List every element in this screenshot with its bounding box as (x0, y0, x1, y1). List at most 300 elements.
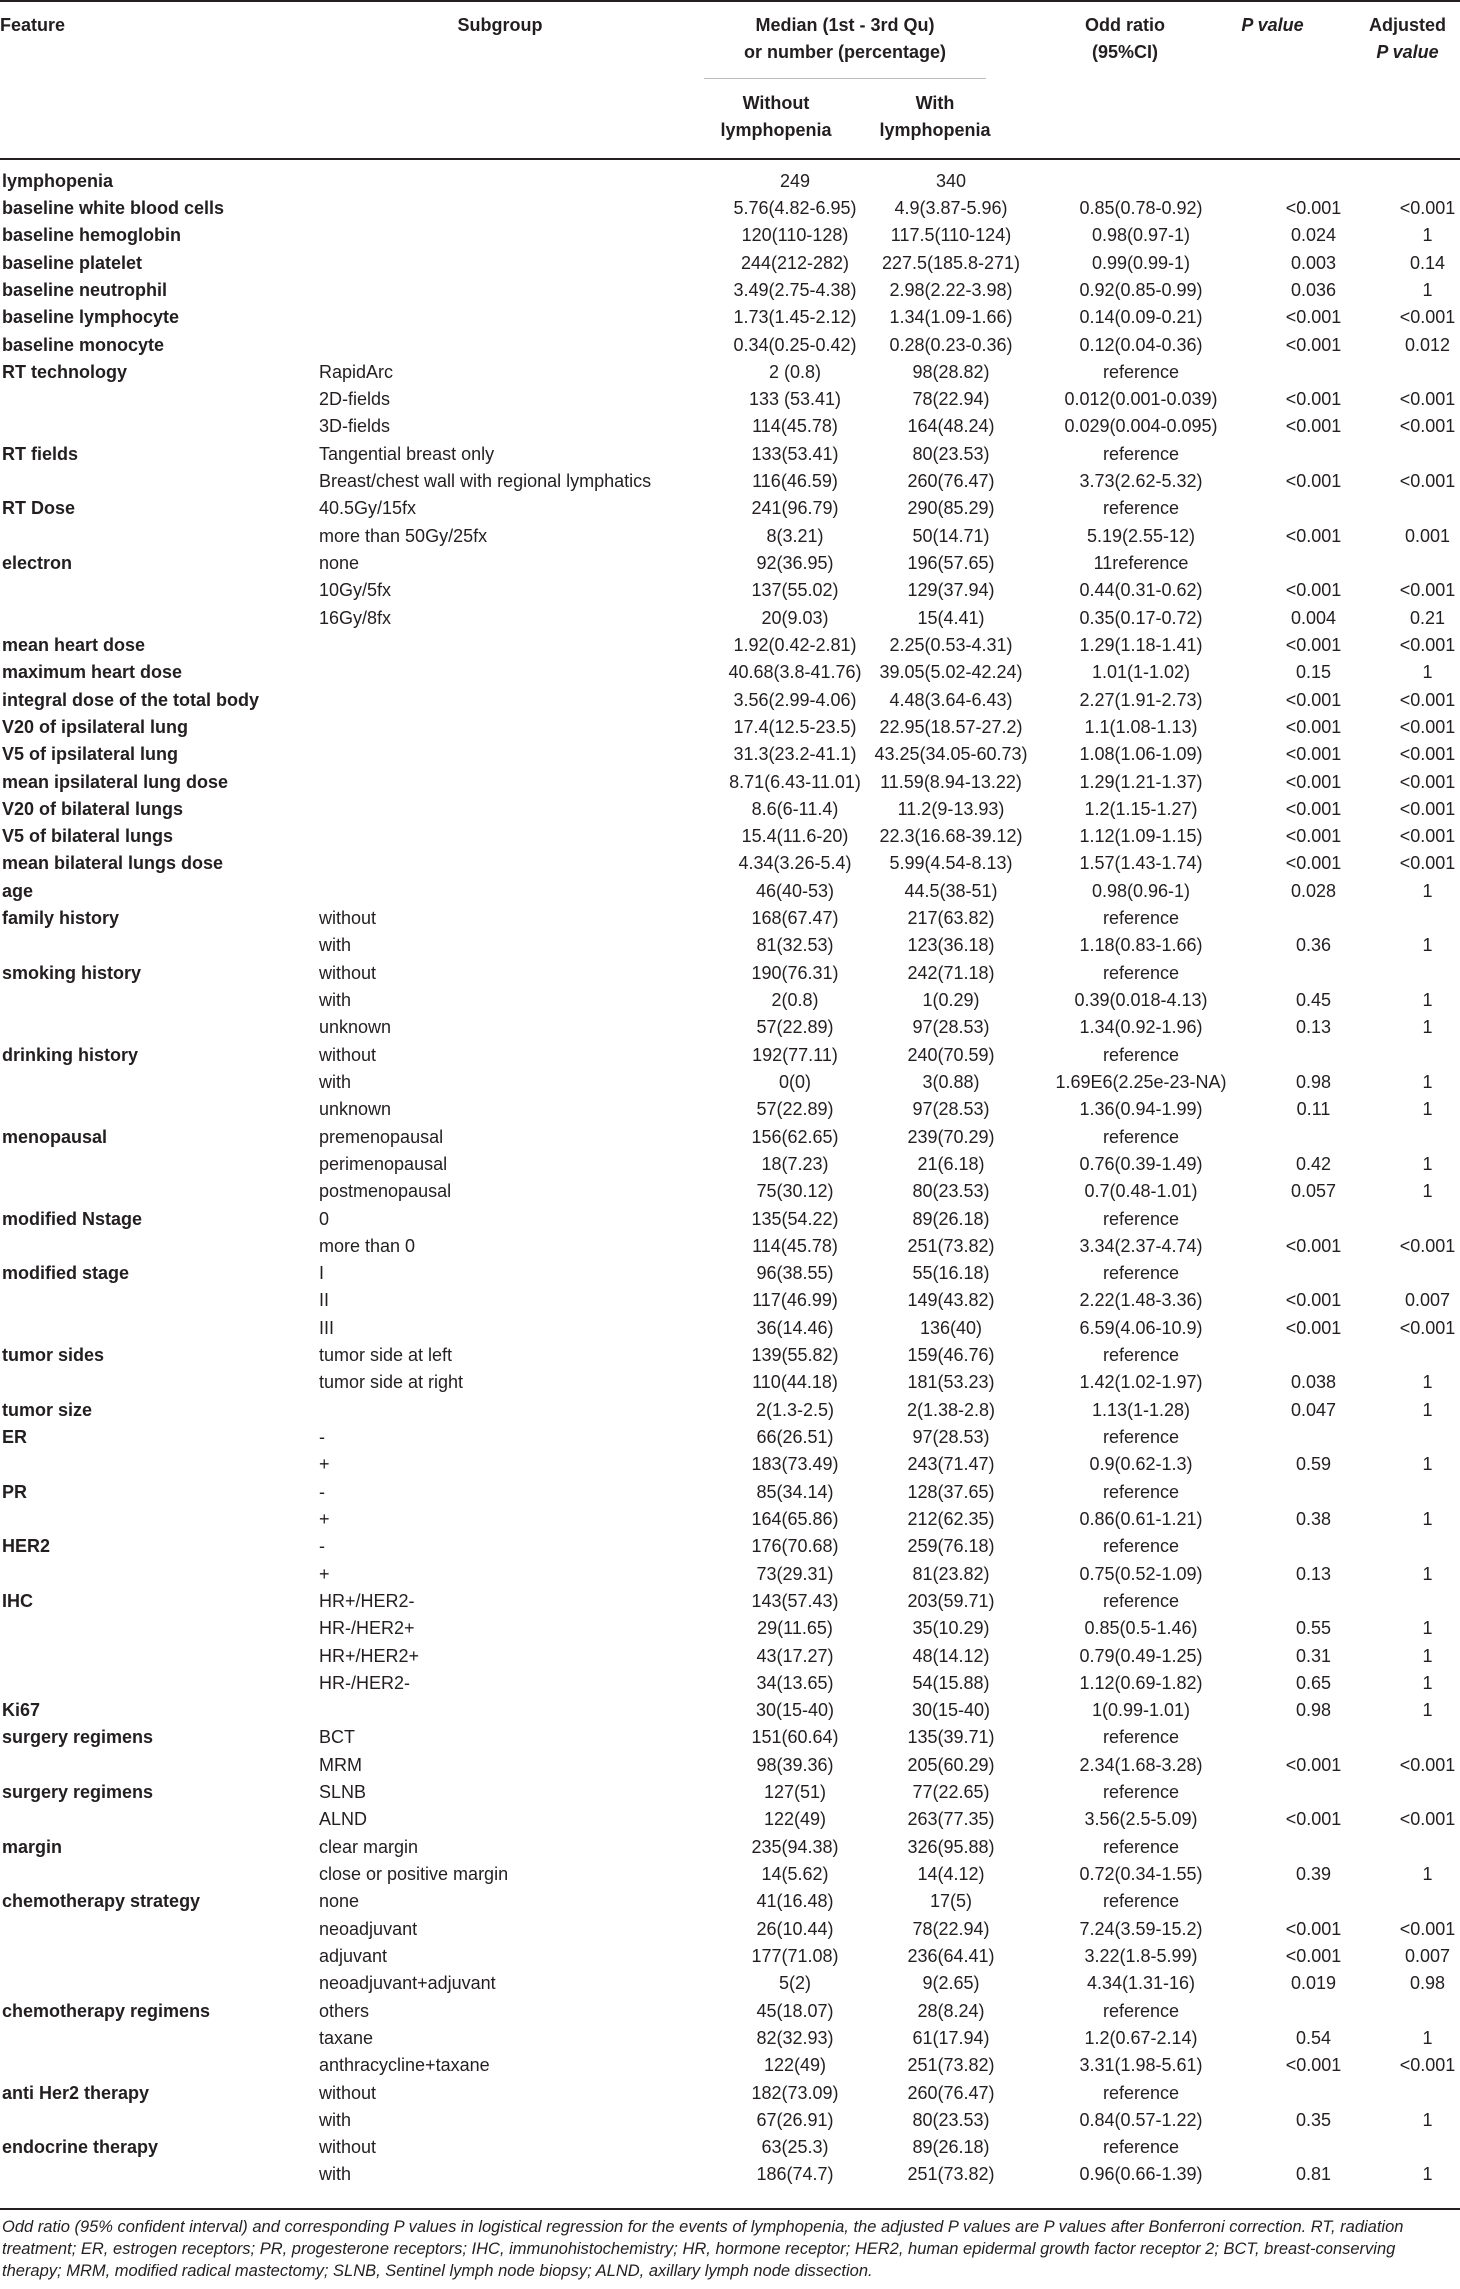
cell-adjusted-p-value: <0.001 (1399, 771, 1456, 792)
cell-p-value (1251, 495, 1376, 522)
table-row (0, 1123, 1460, 1150)
table-row (0, 331, 1460, 358)
cell-subgroup: with (319, 2109, 352, 2130)
cell-without-lymphopenia: 190(76.31) (751, 962, 839, 983)
cell-odd-ratio: reference (1102, 1263, 1180, 1284)
cell-without-lymphopenia: 96(38.55) (756, 1263, 834, 1284)
cell-odd-ratio: 1.2(0.67-2.14) (1084, 2027, 1198, 2048)
cell-subgroup: taxane (319, 2027, 374, 2048)
cell-without-lymphopenia: 15.4(11.6-20) (741, 826, 849, 847)
cell-subgroup: + (319, 1454, 330, 1475)
cell-without-lymphopenia: 0.34(0.25-0.42) (733, 334, 857, 355)
table-row (0, 1560, 1460, 1587)
cell-odd-ratio: reference (1102, 2082, 1180, 2103)
cell-subgroup: HR+/HER2- (319, 1590, 415, 1611)
cell-subgroup: postmenopausal (319, 1181, 452, 1202)
cell-adjusted-p-value: 1 (1422, 2109, 1433, 2130)
cell-p-value: 0.65 (1295, 1672, 1332, 1693)
cell-feature: lymphopenia (2, 170, 114, 191)
cell-subgroup (302, 1697, 719, 1724)
cell-with-lymphopenia: 236(64.41) (907, 1945, 995, 1966)
cell-feature (0, 467, 302, 494)
cell-subgroup: others (319, 2000, 370, 2021)
cell-with-lymphopenia: 39.05(5.02-42.24) (879, 662, 1023, 683)
cell-p-value (1251, 1778, 1376, 1805)
cell-odd-ratio: 6.59(4.06-10.9) (1079, 1317, 1203, 1338)
cell-without-lymphopenia: 45(18.07) (756, 2000, 834, 2021)
table-row (0, 659, 1460, 686)
cell-subgroup: HR+/HER2+ (319, 1645, 420, 1666)
cell-odd-ratio: 1.12(0.69-1.82) (1079, 1672, 1203, 1693)
cell-p-value (1251, 1341, 1376, 1368)
cell-odd-ratio: 2.27(1.91-2.73) (1079, 689, 1203, 710)
cell-odd-ratio: 3.73(2.62-5.32) (1079, 471, 1203, 492)
cell-with-lymphopenia: 55(16.18) (912, 1263, 990, 1284)
header-with-lymphopenia: With lymphopenia (879, 93, 991, 140)
cell-odd-ratio: 1.08(1.06-1.09) (1079, 744, 1203, 765)
cell-subgroup: MRM (319, 1754, 362, 1775)
table-row (0, 1505, 1460, 1532)
cell-feature (0, 1942, 302, 1969)
table-row (0, 304, 1460, 331)
cell-feature: mean ipsilateral lung dose (2, 771, 229, 792)
cell-with-lymphopenia: 43.25(34.05-60.73) (874, 744, 1028, 765)
cell-with-lymphopenia: 97(28.53) (912, 1427, 990, 1448)
cell-feature (0, 1806, 302, 1833)
header-median: Median (1st - 3rd Qu) or number (percentage) (743, 15, 947, 62)
cell-feature: surgery regimens (2, 1782, 154, 1803)
cell-feature (0, 1505, 302, 1532)
cell-subgroup: perimenopausal (319, 1153, 448, 1174)
cell-subgroup: - (319, 1427, 325, 1448)
cell-subgroup: adjuvant (319, 1945, 388, 1966)
cell-without-lymphopenia: 110(44.18) (752, 1372, 838, 1393)
cell-with-lymphopenia: 28(8.24) (917, 2000, 985, 2021)
cell-p-value: <0.001 (1285, 1290, 1342, 1311)
cell-subgroup (302, 850, 719, 877)
cell-odd-ratio: 0.12(0.04-0.36) (1079, 334, 1203, 355)
cell-feature (0, 1232, 302, 1259)
cell-without-lymphopenia: 26(10.44) (756, 1918, 834, 1939)
cell-with-lymphopenia: 44.5(38-51) (904, 880, 998, 901)
cell-subgroup: premenopausal (319, 1126, 444, 1147)
table-row (0, 249, 1460, 276)
cell-with-lymphopenia: 15(4.41) (917, 607, 985, 628)
cell-odd-ratio: reference (1102, 498, 1180, 519)
cell-with-lymphopenia: 80(23.53) (912, 2109, 990, 2130)
cell-with-lymphopenia: 251(73.82) (907, 2164, 995, 2185)
cell-with-lymphopenia: 2.98(2.22-3.98) (889, 279, 1013, 300)
cell-odd-ratio: reference (1102, 2000, 1180, 2021)
cell-without-lymphopenia: 30(15-40) (755, 1700, 835, 1721)
cell-p-value: 0.11 (1296, 1099, 1331, 1120)
cell-feature: age (2, 880, 34, 901)
cell-feature: surgery regimens (2, 1727, 154, 1748)
cell-p-value: 0.13 (1295, 1563, 1332, 1584)
cell-adjusted-p-value: <0.001 (1399, 580, 1456, 601)
cell-p-value: <0.001 (1285, 580, 1342, 601)
table-row (0, 1615, 1460, 1642)
cell-subgroup: with (319, 2164, 352, 2185)
table-row (0, 768, 1460, 795)
header-without-lymphopenia: Without lymphopenia (720, 93, 832, 140)
cell-odd-ratio: 1.18(0.83-1.66) (1079, 935, 1203, 956)
cell-p-value (1251, 358, 1376, 385)
cell-with-lymphopenia: 217(63.82) (907, 908, 995, 929)
cell-without-lymphopenia: 66(26.51) (756, 1427, 834, 1448)
cell-feature: chemotherapy regimens (2, 2000, 211, 2021)
cell-odd-ratio: 1.1(1.08-1.13) (1084, 716, 1198, 737)
table-row (0, 1806, 1460, 1833)
cell-p-value: <0.001 (1285, 798, 1342, 819)
table-row (0, 2161, 1460, 2188)
cell-adjusted-p-value: 1 (1422, 1017, 1433, 1038)
data-table (0, 167, 1460, 2188)
cell-odd-ratio: 0.92(0.85-0.99) (1079, 279, 1203, 300)
cell-adjusted-p-value (1376, 1478, 1460, 1505)
cell-odd-ratio: reference (1102, 1345, 1180, 1366)
cell-without-lymphopenia: 67(26.91) (756, 2109, 834, 2130)
cell-without-lymphopenia: 1.92(0.42-2.81) (733, 634, 857, 655)
cell-p-value (1251, 2134, 1376, 2161)
cell-subgroup: BCT (319, 1727, 355, 1748)
cell-without-lymphopenia: 116(46.59) (752, 471, 838, 492)
cell-odd-ratio: 1.12(1.09-1.15) (1079, 826, 1203, 847)
cell-with-lymphopenia: 340 (935, 170, 967, 191)
cell-without-lymphopenia: 40.68(3.8-41.76) (728, 662, 862, 683)
cell-without-lymphopenia: 151(60.64) (751, 1727, 839, 1748)
cell-feature: RT technology (2, 361, 127, 382)
cell-with-lymphopenia: 260(76.47) (907, 471, 995, 492)
cell-p-value (1251, 1888, 1376, 1915)
cell-subgroup: Breast/chest wall with regional lymphatics (319, 471, 652, 492)
cell-with-lymphopenia: 3(0.88) (922, 1071, 980, 1092)
cell-with-lymphopenia: 54(15.88) (912, 1672, 990, 1693)
table-row (0, 467, 1460, 494)
cell-subgroup: none (319, 1891, 360, 1912)
cell-without-lymphopenia: 41(16.48) (756, 1891, 834, 1912)
cell-feature: baseline monocyte (2, 334, 165, 355)
cell-adjusted-p-value (1376, 2134, 1460, 2161)
table-row (0, 1697, 1460, 1724)
table-row (0, 1205, 1460, 1232)
cell-without-lymphopenia: 57(22.89) (756, 1099, 834, 1120)
cell-feature (0, 2024, 302, 2051)
cell-odd-ratio: reference (1102, 1208, 1180, 1229)
cell-with-lymphopenia: 164(48.24) (907, 416, 995, 437)
cell-adjusted-p-value: 1 (1422, 1864, 1433, 1885)
cell-subgroup: more than 0 (319, 1235, 416, 1256)
table-row (0, 1178, 1460, 1205)
cell-feature: electron (2, 553, 73, 574)
cell-feature (0, 1642, 302, 1669)
table-row (0, 1751, 1460, 1778)
cell-without-lymphopenia: 2(1.3-2.5) (755, 1399, 835, 1420)
table-row (0, 713, 1460, 740)
cell-adjusted-p-value (1376, 2079, 1460, 2106)
cell-p-value: <0.001 (1285, 853, 1342, 874)
header-rule (0, 158, 1460, 160)
cell-odd-ratio: 4.34(1.31-16) (1086, 1973, 1196, 1994)
cell-with-lymphopenia: 1.34(1.09-1.66) (889, 307, 1013, 328)
cell-adjusted-p-value (1376, 1778, 1460, 1805)
cell-feature (0, 1287, 302, 1314)
cell-adjusted-p-value: 0.001 (1404, 525, 1451, 546)
cell-p-value: 0.13 (1295, 1017, 1332, 1038)
table-row (0, 904, 1460, 931)
cell-without-lymphopenia: 43(17.27) (756, 1645, 834, 1666)
cell-odd-ratio: 1.13(1-1.28) (1091, 1399, 1191, 1420)
cell-without-lymphopenia: 114(45.78) (752, 1235, 838, 1256)
cell-with-lymphopenia: 2.25(0.53-4.31) (889, 634, 1013, 655)
cell-p-value (1251, 904, 1376, 931)
table-row (0, 1041, 1460, 1068)
cell-adjusted-p-value: <0.001 (1399, 416, 1456, 437)
cell-with-lymphopenia: 11.2(9-13.93) (897, 798, 1005, 819)
cell-adjusted-p-value: <0.001 (1399, 1809, 1456, 1830)
cell-adjusted-p-value: 1 (1422, 1153, 1433, 1174)
cell-subgroup (302, 713, 719, 740)
cell-subgroup: 16Gy/8fx (319, 607, 392, 628)
table-row (0, 1915, 1460, 1942)
table-row (0, 222, 1460, 249)
cell-feature: maximum heart dose (2, 662, 183, 683)
cell-p-value: 0.028 (1290, 880, 1337, 901)
cell-odd-ratio: 3.22(1.8-5.99) (1084, 1945, 1198, 1966)
cell-feature (0, 386, 302, 413)
cell-subgroup (302, 331, 719, 358)
cell-odd-ratio: reference (1102, 962, 1180, 983)
cell-p-value: <0.001 (1285, 826, 1342, 847)
cell-subgroup: HR-/HER2- (319, 1672, 411, 1693)
cell-adjusted-p-value: 1 (1422, 279, 1433, 300)
bottom-rule (0, 2208, 1460, 2210)
cell-odd-ratio: 0.84(0.57-1.22) (1079, 2109, 1203, 2130)
cell-p-value (1251, 440, 1376, 467)
cell-feature (0, 932, 302, 959)
cell-feature: tumor size (2, 1399, 93, 1420)
cell-adjusted-p-value: 1 (1422, 1508, 1433, 1529)
cell-feature: baseline white blood cells (2, 197, 225, 218)
cell-p-value: 0.004 (1290, 607, 1337, 628)
cell-odd-ratio: 1.69E6(2.25e-23-NA) (1055, 1071, 1227, 1092)
cell-with-lymphopenia: 129(37.94) (907, 580, 995, 601)
cell-with-lymphopenia: 260(76.47) (907, 2082, 995, 2103)
cell-without-lymphopenia: 46(40-53) (755, 880, 835, 901)
cell-with-lymphopenia: 35(10.29) (912, 1618, 990, 1639)
cell-subgroup: with (319, 1071, 352, 1092)
cell-adjusted-p-value: <0.001 (1399, 1918, 1456, 1939)
cell-adjusted-p-value (1376, 1423, 1460, 1450)
cell-odd-ratio: reference (1102, 1836, 1180, 1857)
cell-with-lymphopenia: 4.9(3.87-5.96) (894, 197, 1008, 218)
cell-with-lymphopenia: 80(23.53) (912, 1181, 990, 1202)
table-row (0, 1587, 1460, 1614)
cell-odd-ratio: 0.72(0.34-1.55) (1079, 1864, 1203, 1885)
table-row (0, 1478, 1460, 1505)
cell-subgroup (302, 167, 719, 194)
cell-subgroup: I (319, 1263, 325, 1284)
cell-subgroup: tumor side at left (319, 1345, 453, 1366)
table-row (0, 1724, 1460, 1751)
cell-odd-ratio: reference (1102, 1044, 1180, 1065)
cell-odd-ratio: 0.76(0.39-1.49) (1079, 1153, 1203, 1174)
cell-p-value: <0.001 (1285, 634, 1342, 655)
cell-adjusted-p-value: 0.007 (1404, 1945, 1451, 1966)
cell-with-lymphopenia: 196(57.65) (907, 553, 995, 574)
cell-without-lymphopenia: 168(67.47) (751, 908, 839, 929)
cell-with-lymphopenia: 212(62.35) (907, 1508, 995, 1529)
cell-without-lymphopenia: 122(49) (763, 2055, 827, 2076)
cell-feature: RT Dose (2, 498, 76, 519)
cell-p-value: <0.001 (1285, 307, 1342, 328)
cell-with-lymphopenia: 78(22.94) (912, 1918, 990, 1939)
cell-p-value: <0.001 (1285, 1235, 1342, 1256)
cell-adjusted-p-value (1376, 495, 1460, 522)
cell-adjusted-p-value: <0.001 (1399, 826, 1456, 847)
cell-with-lymphopenia: 205(60.29) (907, 1754, 995, 1775)
cell-without-lymphopenia: 192(77.11) (752, 1044, 838, 1065)
cell-feature: menopausal (2, 1126, 108, 1147)
cell-with-lymphopenia: 251(73.82) (907, 1235, 995, 1256)
table-row (0, 959, 1460, 986)
cell-p-value: <0.001 (1285, 1918, 1342, 1939)
cell-odd-ratio: reference (1102, 1727, 1180, 1748)
cell-odd-ratio: 0.39(0.018-4.13) (1074, 990, 1208, 1011)
cell-adjusted-p-value: 1 (1422, 1563, 1433, 1584)
cell-with-lymphopenia: 21(6.18) (917, 1153, 985, 1174)
cell-without-lymphopenia: 57(22.89) (756, 1017, 834, 1038)
cell-feature: ER (2, 1427, 28, 1448)
cell-adjusted-p-value: 1 (1422, 225, 1433, 246)
header-odd-ratio: Odd ratio (95%CI) (1085, 15, 1165, 62)
cell-without-lymphopenia: 8(3.21) (766, 525, 824, 546)
cell-with-lymphopenia: 181(53.23) (907, 1372, 995, 1393)
cell-subgroup (302, 631, 719, 658)
cell-odd-ratio: reference (1102, 443, 1180, 464)
table-row (0, 877, 1460, 904)
cell-subgroup: without (319, 2082, 377, 2103)
cell-with-lymphopenia: 9(2.65) (922, 1973, 980, 1994)
cell-odd-ratio (1031, 167, 1251, 194)
cell-with-lymphopenia: 4.48(3.64-6.43) (889, 689, 1013, 710)
cell-p-value (1251, 1587, 1376, 1614)
cell-feature (0, 522, 302, 549)
cell-subgroup: + (319, 1508, 330, 1529)
cell-subgroup: unknown (319, 1099, 392, 1120)
cell-odd-ratio: 0.79(0.49-1.25) (1079, 1645, 1203, 1666)
cell-adjusted-p-value: <0.001 (1399, 1754, 1456, 1775)
cell-feature: HER2 (2, 1536, 51, 1557)
cell-without-lymphopenia: 1.73(1.45-2.12) (733, 307, 857, 328)
cell-adjusted-p-value (1376, 549, 1460, 576)
cell-odd-ratio: 0.012(0.001-0.039) (1064, 389, 1218, 410)
cell-feature: chemotherapy strategy (2, 1891, 201, 1912)
cell-feature (0, 2052, 302, 2079)
cell-subgroup: - (319, 1481, 325, 1502)
cell-with-lymphopenia: 11.59(8.94-13.22) (880, 771, 1022, 792)
cell-odd-ratio: 1.2(1.15-1.27) (1084, 798, 1198, 819)
cell-with-lymphopenia: 89(26.18) (912, 1208, 990, 1229)
cell-odd-ratio: 1.57(1.43-1.74) (1079, 853, 1203, 874)
cell-p-value (1251, 1123, 1376, 1150)
cell-without-lymphopenia: 5(2) (778, 1973, 811, 1994)
cell-subgroup (302, 741, 719, 768)
cell-feature: V20 of bilateral lungs (2, 798, 184, 819)
cell-with-lymphopenia: 78(22.94) (912, 389, 990, 410)
cell-feature: baseline hemoglobin (2, 225, 182, 246)
cell-subgroup: without (319, 1044, 377, 1065)
cell-subgroup: ALND (319, 1809, 368, 1830)
table-row (0, 1970, 1460, 1997)
cell-p-value (1251, 1423, 1376, 1450)
cell-adjusted-p-value: <0.001 (1399, 197, 1456, 218)
cell-odd-ratio: 0.14(0.09-0.21) (1079, 307, 1203, 328)
table-row (0, 686, 1460, 713)
cell-odd-ratio: reference (1102, 1427, 1180, 1448)
cell-with-lymphopenia: 242(71.18) (907, 962, 995, 983)
cell-subgroup: - (319, 1536, 325, 1557)
cell-p-value: <0.001 (1285, 197, 1342, 218)
cell-subgroup: 3D-fields (319, 416, 391, 437)
cell-without-lymphopenia: 176(70.68) (751, 1536, 839, 1557)
cell-odd-ratio: 1.36(0.94-1.99) (1079, 1099, 1203, 1120)
cell-without-lymphopenia: 244(212-282) (740, 252, 850, 273)
cell-without-lymphopenia: 85(34.14) (756, 1481, 834, 1502)
table-row (0, 1096, 1460, 1123)
cell-adjusted-p-value: 1 (1422, 2027, 1433, 2048)
cell-odd-ratio: 7.24(3.59-15.2) (1079, 1918, 1203, 1939)
cell-feature (0, 1751, 302, 1778)
cell-adjusted-p-value: <0.001 (1399, 1317, 1456, 1338)
cell-p-value: 0.036 (1290, 279, 1337, 300)
cell-with-lymphopenia: 128(37.65) (907, 1481, 995, 1502)
cell-p-value (1251, 1205, 1376, 1232)
cell-with-lymphopenia: 14(4.12) (917, 1864, 985, 1885)
cell-with-lymphopenia: 17(5) (929, 1891, 973, 1912)
cell-p-value (1251, 1833, 1376, 1860)
cell-subgroup: with (319, 990, 352, 1011)
cell-subgroup: III (319, 1317, 335, 1338)
cell-feature (0, 1096, 302, 1123)
table-row (0, 1150, 1460, 1177)
cell-odd-ratio: reference (1102, 1536, 1180, 1557)
cell-odd-ratio: 0.98(0.96-1) (1091, 880, 1191, 901)
cell-without-lymphopenia: 2(0.8) (771, 990, 819, 1011)
cell-subgroup (302, 276, 719, 303)
cell-subgroup: without (319, 908, 377, 929)
cell-odd-ratio: 5.19(2.55-12) (1086, 525, 1196, 546)
cell-odd-ratio: 1.29(1.18-1.41) (1079, 634, 1203, 655)
cell-with-lymphopenia: 89(26.18) (912, 2137, 990, 2158)
cell-adjusted-p-value: 1 (1422, 1454, 1433, 1475)
cell-adjusted-p-value (1376, 1205, 1460, 1232)
cell-adjusted-p-value: <0.001 (1399, 634, 1456, 655)
cell-adjusted-p-value: 1 (1422, 1372, 1433, 1393)
table-row (0, 1287, 1460, 1314)
cell-adjusted-p-value: <0.001 (1399, 716, 1456, 737)
cell-without-lymphopenia: 17.4(12.5-23.5) (733, 716, 857, 737)
cell-without-lymphopenia: 34(13.65) (756, 1672, 834, 1693)
cell-p-value: <0.001 (1285, 1945, 1342, 1966)
table-row (0, 1068, 1460, 1095)
cell-p-value: 0.003 (1290, 252, 1337, 273)
cell-without-lymphopenia: 156(62.65) (751, 1126, 839, 1147)
cell-without-lymphopenia: 18(7.23) (761, 1153, 829, 1174)
table-row (0, 1396, 1460, 1423)
cell-feature: drinking history (2, 1044, 139, 1065)
cell-without-lymphopenia: 14(5.62) (761, 1864, 829, 1885)
